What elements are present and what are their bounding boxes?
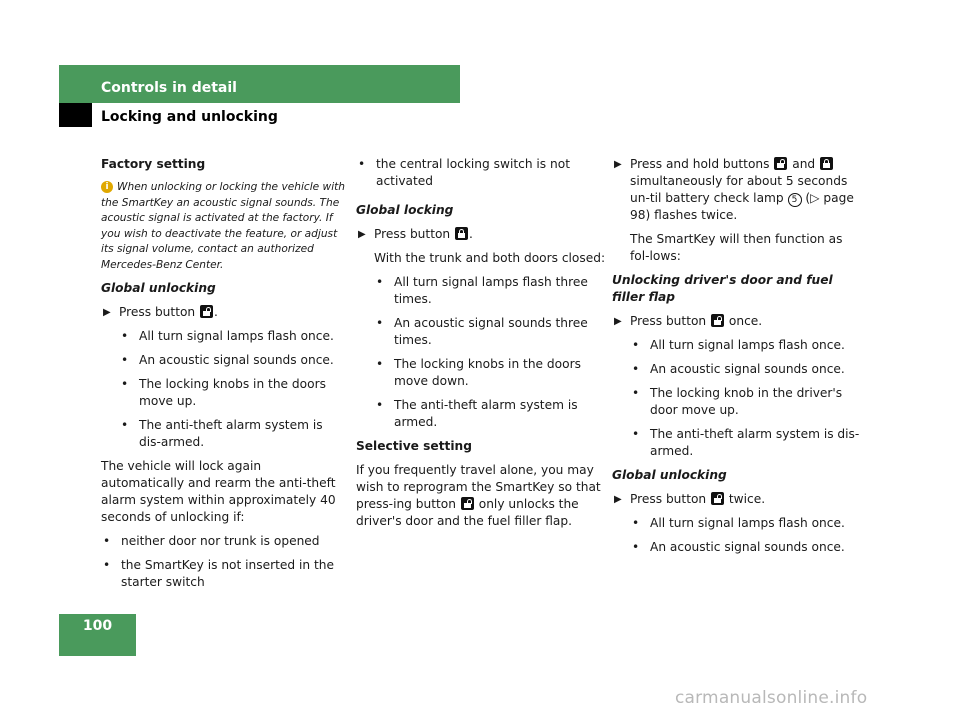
bullet-icon: •	[121, 329, 129, 343]
selective-setting-heading: Selective setting	[356, 439, 472, 453]
smartkey-function-text: The SmartKey will then function as fol-lows:	[630, 232, 843, 263]
closed-condition-text: With the trunk and both doors closed:	[374, 251, 606, 265]
list-item	[356, 274, 606, 308]
step-arrow-icon: ▶	[103, 307, 111, 318]
step-press-hold	[612, 156, 862, 224]
battery-lamp-number: 5	[788, 193, 802, 207]
bullet-icon: •	[103, 558, 111, 572]
step-press-unlock: ▶ Press button .	[103, 305, 218, 319]
info-note-text: When unlocking or locking the vehicle with the SmartKey an acoustic signal sounds. The acoustic signal is activated at the factory. If you wish to deactivate the feature, or adjust its signal volume, contact an authorized Mercedes-Benz Center.	[101, 181, 346, 271]
step-arrow-icon: ▶	[614, 494, 622, 505]
list-item	[356, 397, 606, 431]
list-item-text: An acoustic signal sounds once.	[650, 540, 845, 554]
selective-text-b: only unlocks the driver's door and the fuel filler flap.	[356, 497, 579, 528]
column-2	[356, 156, 606, 537]
step-text: Press button	[374, 227, 451, 241]
list-item	[612, 539, 862, 556]
list-item	[612, 361, 862, 378]
column-3	[612, 156, 862, 563]
list-item-text: The anti-theft alarm system is dis-armed.	[650, 427, 860, 458]
step-text-c: (▷ page 98) flashes twice.	[630, 191, 854, 222]
list-item	[101, 533, 346, 550]
lock-key-icon	[820, 157, 833, 170]
list-item-text: All turn signal lamps flash once.	[650, 516, 845, 530]
info-icon: i	[101, 181, 113, 193]
list-item	[101, 557, 346, 591]
column-1	[101, 156, 346, 598]
bullet-icon: •	[632, 427, 640, 441]
list-item	[356, 156, 606, 190]
unlock-key-icon	[461, 497, 474, 510]
list-item-text: The locking knobs in the doors move up.	[139, 377, 326, 408]
info-note	[101, 180, 346, 273]
unlock-key-icon	[711, 314, 724, 327]
step-press-unlock-once	[612, 313, 862, 330]
list-item-text: The anti-theft alarm system is dis-armed.	[139, 418, 323, 449]
list-item-text: An acoustic signal sounds once.	[139, 353, 334, 367]
step-twice: twice.	[728, 492, 766, 506]
list-item	[101, 417, 346, 451]
bullet-icon: •	[632, 516, 640, 530]
relock-paragraph: The vehicle will lock again automatically and rearm the anti-theft alarm system within approximately 40 seconds of unlocking if:	[101, 459, 336, 524]
step-text: Press button	[119, 305, 196, 319]
subsection-title: Locking and unlocking	[101, 109, 278, 125]
bullet-icon: •	[121, 353, 129, 367]
bullet-icon: •	[103, 534, 111, 548]
list-item-text: An acoustic signal sounds three times.	[394, 316, 588, 347]
step-text: Press button	[630, 314, 707, 328]
list-item-text: the SmartKey is not inserted in the starter switch	[121, 558, 334, 589]
bullet-icon: •	[376, 357, 384, 371]
factory-setting-heading: Factory setting	[101, 157, 206, 171]
selective-text-a: If you frequently travel alone, you may wish to reprogram the SmartKey so that press-ing button	[356, 463, 601, 511]
list-item-text: An acoustic signal sounds once.	[650, 362, 845, 376]
global-locking-heading: Global locking	[356, 203, 454, 217]
list-item	[101, 328, 346, 345]
global-unlocking-heading: Global unlocking	[101, 281, 216, 295]
bullet-icon: •	[632, 540, 640, 554]
step-press-unlock-twice	[612, 491, 862, 508]
bullet-icon: •	[358, 157, 366, 171]
selective-paragraph	[356, 462, 606, 530]
step-text-b: simultaneously for about 5 seconds un-til battery check lamp	[630, 174, 848, 205]
section-title: Controls in detail	[101, 80, 237, 96]
bullet-icon: •	[632, 386, 640, 400]
watermark: carmanualsonline.info	[675, 688, 868, 708]
step-text: Press button	[630, 492, 707, 506]
list-item-text: All turn signal lamps flash once.	[650, 338, 845, 352]
list-item	[356, 356, 606, 390]
lock-key-icon	[455, 227, 468, 240]
bullet-icon: •	[632, 362, 640, 376]
global-unlocking-heading-2: Global unlocking	[612, 468, 727, 482]
step-arrow-icon: ▶	[614, 159, 622, 170]
list-item-text: The anti-theft alarm system is armed.	[394, 398, 578, 429]
bullet-icon: •	[632, 338, 640, 352]
unlock-key-icon	[200, 305, 213, 318]
unlock-key-icon	[711, 492, 724, 505]
step-once: once.	[728, 314, 763, 328]
list-item	[101, 376, 346, 410]
unlock-key-icon	[774, 157, 787, 170]
list-item-text: the central locking switch is not activated	[376, 157, 570, 188]
unlocking-driver-heading: Unlocking driver's door and fuel filler flap	[612, 273, 833, 304]
bullet-icon: •	[376, 316, 384, 330]
bullet-icon: •	[376, 398, 384, 412]
bullet-icon: •	[376, 275, 384, 289]
list-item	[612, 337, 862, 354]
step-arrow-icon: ▶	[614, 316, 622, 327]
list-item-text: neither door nor trunk is opened	[121, 534, 320, 548]
bullet-icon: •	[121, 377, 129, 391]
page-number: 100	[82, 618, 113, 634]
list-item	[612, 515, 862, 532]
list-item-text: All turn signal lamps flash three times.	[394, 275, 588, 306]
list-item-text: The locking knob in the driver's door move up.	[650, 386, 843, 417]
list-item	[356, 315, 606, 349]
bullet-icon: •	[121, 418, 129, 432]
header-marker	[59, 103, 92, 127]
list-item-text: All turn signal lamps flash once.	[139, 329, 334, 343]
step-press-lock: ▶ Press button .	[358, 227, 473, 241]
list-item	[612, 385, 862, 419]
list-item	[612, 426, 862, 460]
list-item-text: The locking knobs in the doors move down.	[394, 357, 581, 388]
step-text: Press and hold buttons	[630, 157, 770, 171]
step-and: and	[792, 157, 816, 171]
list-item	[101, 352, 346, 369]
step-arrow-icon: ▶	[358, 229, 366, 240]
